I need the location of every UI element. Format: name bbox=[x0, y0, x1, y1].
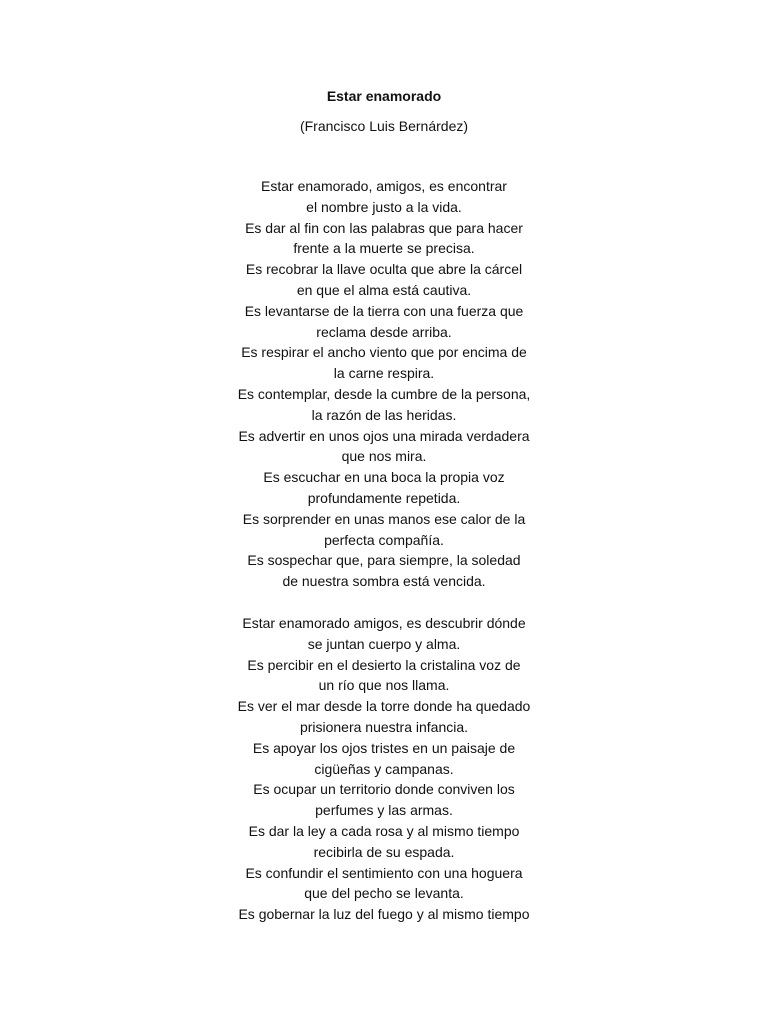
stanza-1 bbox=[0, 176, 768, 592]
poem-line: Es gobernar la luz del fuego y al mismo tiempo bbox=[238, 906, 530, 923]
poem-line: Es dar al fin con las palabras que para hacer bbox=[245, 219, 523, 236]
poem-line: frente a la muerte se precisa. bbox=[293, 240, 475, 257]
poem-line: Es ver el mar desde la torre donde ha quedado bbox=[237, 698, 531, 715]
poem-line: la carne respira. bbox=[333, 365, 435, 382]
poem-line: Es confundir el sentimiento con una hoguera bbox=[245, 864, 523, 881]
poem-line: en que el alma está cautiva. bbox=[296, 281, 472, 298]
poem-line: Es advertir en unos ojos una mirada verdadera bbox=[238, 427, 530, 444]
poem-line: Es respirar el ancho viento que por encima de bbox=[241, 344, 527, 361]
poem-line: profundamente repetida. bbox=[307, 489, 461, 506]
poem-line: perfumes y las armas. bbox=[315, 802, 453, 819]
poem-line: que nos mira. bbox=[341, 448, 427, 465]
poem-line: Es levantarse de la tierra con una fuerza que bbox=[244, 302, 524, 319]
poem-title: Estar enamorado bbox=[326, 88, 442, 104]
poem-line: Es contemplar, desde la cumbre de la persona, bbox=[237, 385, 531, 402]
poem-line: perfecta compañía. bbox=[324, 531, 444, 548]
poem-line: prisionera nuestra infancia. bbox=[299, 718, 469, 735]
poem-line: la razón de las heridas. bbox=[311, 406, 457, 423]
poem-line: de nuestra sombra está vencida. bbox=[282, 573, 486, 590]
poem-line: un río que nos llama. bbox=[318, 677, 450, 694]
poem-line: Es sorprender en unas manos ese calor de la bbox=[242, 510, 526, 527]
poem-line: Es ocupar un territorio donde conviven los bbox=[253, 781, 515, 798]
poem-line: Es escuchar en una boca la propia voz bbox=[263, 469, 505, 486]
poem-line: recibirla de su espada. bbox=[313, 843, 455, 860]
poem-line: que del pecho se levanta. bbox=[304, 885, 464, 902]
poem-line: cigüeñas y campanas. bbox=[314, 760, 454, 777]
poem-line: Es percibir en el desierto la cristalina voz de bbox=[247, 656, 521, 673]
poem-line: se juntan cuerpo y alma. bbox=[307, 635, 461, 652]
poem-line: Es apoyar los ojos tristes en un paisaje de bbox=[252, 739, 516, 756]
poem-line: reclama desde arriba. bbox=[316, 323, 452, 340]
poem-author: (Francisco Luis Bernárdez) bbox=[299, 118, 469, 134]
poem-line: Estar enamorado, amigos, es encontrar bbox=[261, 178, 507, 194]
poem-line: Estar enamorado amigos, es descubrir dónde bbox=[242, 615, 526, 631]
poem-line: el nombre justo a la vida. bbox=[306, 198, 462, 215]
poem-line: Es dar la ley a cada rosa y al mismo tiempo bbox=[248, 822, 520, 839]
stanza-2 bbox=[0, 613, 768, 925]
poem-line: Es recobrar la llave oculta que abre la cárcel bbox=[245, 261, 523, 278]
poem-line: Es sospechar que, para siempre, la soledad bbox=[247, 552, 521, 569]
